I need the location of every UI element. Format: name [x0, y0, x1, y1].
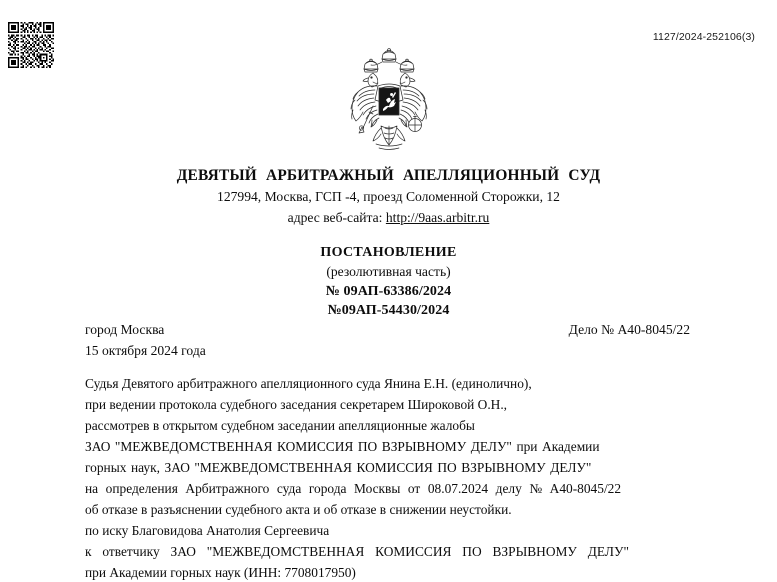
act-type: ПОСТАНОВЛЕНИЕ	[320, 245, 457, 260]
body-line: при ведении протокола судебного заседания секретарем Широковой О.Н.,	[85, 397, 508, 412]
document-registry-number: 1127/2024-252106(3)	[652, 31, 755, 43]
russian-coat-of-arms-icon	[343, 48, 435, 160]
court-name: ДЕВЯТЫЙ АРБИТРАЖНЫЙ АПЕЛЛЯЦИОННЫЙ СУД	[176, 167, 601, 184]
body-line: горных наук, ЗАО "МЕЖВЕДОМСТВЕННАЯ КОМИССИЯ ПО ВЗРЫВНОМУ ДЕЛУ"	[85, 460, 592, 475]
act-number-secondary: №09АП-54430/2024	[327, 303, 450, 318]
act-date: 15 октября 2024 года	[85, 343, 206, 358]
court-website-line	[0, 207, 777, 228]
body-line: при Академии горных наук (ИНН: 7708017950)	[85, 565, 356, 580]
case-number: Дело № А40-8045/22	[568, 322, 690, 337]
qr-code-icon	[8, 22, 54, 68]
act-body	[85, 373, 690, 582]
act-part: (резолютивная часть)	[326, 264, 451, 279]
act-city: город Москва	[85, 322, 165, 337]
body-line: ЗАО "МЕЖВЕДОМСТВЕННАЯ КОМИССИЯ ПО ВЗРЫВНОМУ ДЕЛУ" при Академии	[85, 439, 600, 454]
act-place-date	[85, 319, 206, 361]
court-website-url[interactable]: http://9aas.arbitr.ru	[385, 210, 490, 225]
body-line: об отказе в разъяснении судебного акта и об отказе в снижении неустойки.	[85, 502, 512, 517]
body-line: к ответчику ЗАО "МЕЖВЕДОМСТВЕННАЯ КОМИССИЯ ПО ВЗРЫВНОМУ ДЕЛУ"	[85, 544, 629, 559]
act-number-primary: № 09АП-63386/2024	[325, 284, 452, 299]
court-address: 127994, Москва, ГСП -4, проезд Соломенной Сторожки, 12	[217, 189, 560, 204]
act-meta-row	[85, 319, 690, 361]
case-number-block	[569, 319, 690, 340]
body-line: Судья Девятого арбитражного апелляционного суда Янина Е.Н. (единолично),	[85, 376, 532, 391]
act-title-block	[0, 243, 777, 320]
body-line: по иску Благовидова Анатолия Сергеевича	[85, 523, 330, 538]
body-line: рассмотрев в открытом судебном заседании апелляционные жалобы	[85, 418, 475, 433]
body-line: на определения Арбитражного суда города Москвы от 08.07.2024 делу № А40-8045/22	[85, 481, 622, 496]
court-heading	[0, 166, 777, 228]
court-website-label: адрес веб-сайта:	[287, 210, 383, 225]
